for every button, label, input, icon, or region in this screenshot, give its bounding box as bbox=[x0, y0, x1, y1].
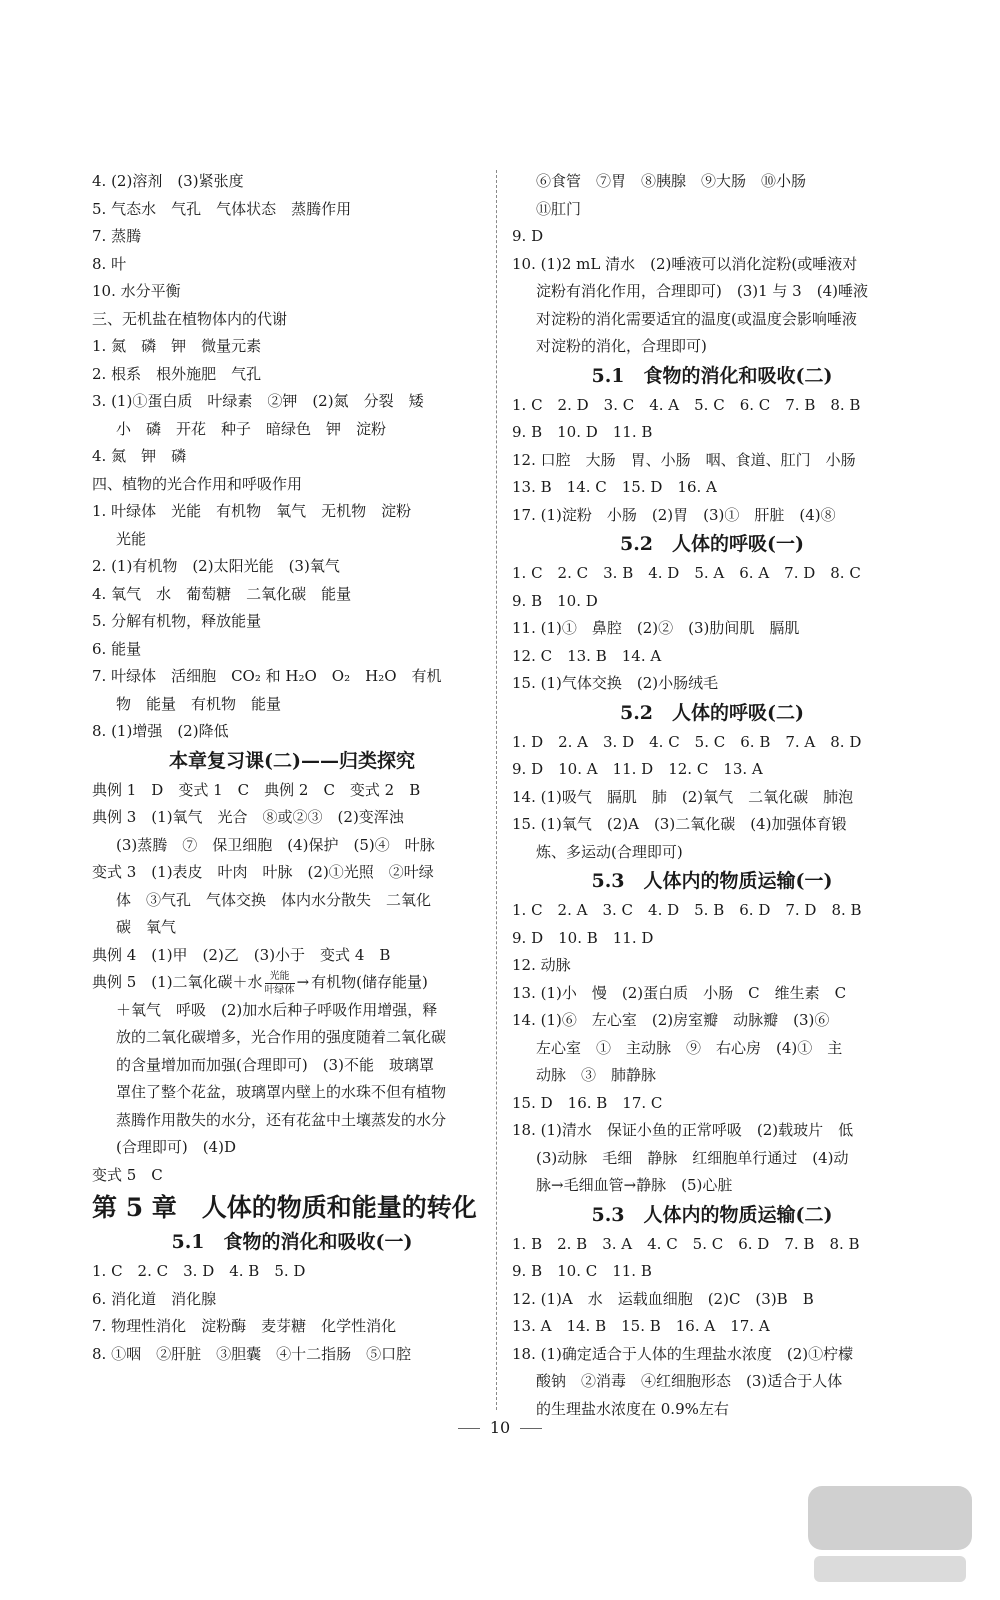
reaction-arrow bbox=[265, 971, 295, 996]
answer-line: 17. (1)淀粉 小肠 (2)胃 (3)① 肝脏 (4)⑧ bbox=[512, 505, 836, 524]
answer-line: 1. C 2. A 3. C 4. D 5. B 6. D 7. D 8. B bbox=[512, 901, 862, 919]
answer-line: 三、无机盐在植物体内的代谢 bbox=[92, 309, 288, 328]
answer-line: 罩住了整个花盆，玻璃罩内壁上的水珠不但有植物 bbox=[116, 1083, 447, 1101]
answer-line: 15. (1)氧气 (2)A (3)二氧化碳 (4)加强体育锻 bbox=[512, 815, 847, 833]
answer-line: 光能 bbox=[116, 529, 147, 548]
answer-line: 体 ③气孔 气体交换 体内水分散失 二氧化 bbox=[116, 890, 432, 909]
section-heading: 5.2 人体的呼吸(二) bbox=[619, 701, 805, 724]
answer-line: 7. 物理性消化 淀粉酶 麦芽糖 化学性消化 bbox=[92, 1317, 397, 1335]
answer-line: ⑪肛门 bbox=[536, 199, 582, 218]
answer-line: 蒸腾作用散失的水分，还有花盆中土壤蒸发的水分 bbox=[116, 1110, 447, 1129]
answer-line: 14. (1)吸气 膈肌 肺 (2)氧气 二氧化碳 肺泡 bbox=[512, 787, 854, 806]
answer-line: 9. B 10. D bbox=[512, 591, 598, 610]
answer-line: 12. C 13. B 14. A bbox=[512, 646, 662, 665]
answer-line: 四、植物的光合作用和呼吸作用 bbox=[92, 474, 303, 493]
answer-line: 的含量增加而加强(合理即可) (3)不能 玻璃罩 bbox=[116, 1055, 434, 1074]
watermark-logo bbox=[800, 1480, 980, 1590]
answer-line: 1. D 2. A 3. D 4. C 5. C 6. B 7. A 8. D bbox=[512, 732, 862, 751]
answer-line: 5. 分解有机物，释放能量 bbox=[92, 612, 262, 630]
answer-line: 典例 1 D 变式 1 C 典例 2 C 变式 2 B bbox=[92, 780, 421, 799]
answer-line: 小 磷 开花 种子 暗绿色 钾 淀粉 bbox=[116, 419, 387, 438]
answer-line: 11. (1)① 鼻腔 (2)② (3)肋间肌 膈肌 bbox=[512, 619, 800, 637]
answer-line: 4. 氮 钾 磷 bbox=[92, 447, 187, 465]
answer-line: ＋氧气 呼吸 (2)加水后种子呼吸作用增强，释 bbox=[116, 1000, 438, 1019]
answer-line: 10. 水分平衡 bbox=[92, 282, 181, 300]
answer-line: 7. 叶绿体 活细胞 CO₂ 和 H₂O O₂ H₂O 有机 bbox=[92, 667, 442, 685]
answer-line: (3)蒸腾 ⑦ 保卫细胞 (4)保护 (5)④ 叶脉 bbox=[116, 835, 435, 854]
answer-line: 13. A 14. B 15. B 16. A 17. A bbox=[512, 1317, 770, 1335]
left-column bbox=[92, 168, 492, 1368]
answer-line: 8. (1)增强 (2)降低 bbox=[92, 722, 229, 740]
chapter-heading: 第 5 章 人体的物质和能量的转化 bbox=[92, 1193, 477, 1222]
right-column bbox=[512, 168, 912, 1423]
section-heading: 5.2 人体的呼吸(一) bbox=[619, 533, 805, 555]
answer-line: 动脉 ③ 肺静脉 bbox=[536, 1066, 657, 1084]
answer-line: 典例 4 (1)甲 (2)乙 (3)小于 变式 4 B bbox=[92, 945, 391, 964]
section-heading: 5.1 食物的消化和吸收(二) bbox=[591, 364, 833, 387]
answer-line: 6. 能量 bbox=[92, 639, 142, 658]
answer-line: 5. 气态水 气孔 气体状态 蒸腾作用 bbox=[92, 199, 352, 218]
answer-line: 放的二氧化碳增多，光合作用的强度随着二氧化碳 bbox=[116, 1028, 447, 1046]
equation-left: 典例 5 (1)二氧化碳＋水 bbox=[92, 973, 263, 991]
answer-line: 1. B 2. B 3. A 4. C 5. C 6. D 7. B 8. B bbox=[512, 1234, 860, 1253]
arrow-condition-bottom: 叶绿体 bbox=[264, 984, 295, 996]
answer-line: (3)动脉 毛细 静脉 红细胞单行通过 (4)动 bbox=[536, 1148, 849, 1167]
answer-line: 3. (1)①蛋白质 叶绿素 ②钾 (2)氮 分裂 矮 bbox=[92, 392, 424, 410]
answer-line: 7. 蒸腾 bbox=[92, 227, 142, 245]
arrow-condition-top: 光能 bbox=[265, 971, 295, 984]
answer-line: 18. (1)清水 保证小鱼的正常呼吸 (2)载玻片 低 bbox=[512, 1121, 854, 1139]
arrow-icon: → bbox=[296, 973, 310, 991]
answer-line: 的生理盐水浓度在 0.9%左右 bbox=[536, 1399, 729, 1418]
answer-line: 8. 叶 bbox=[92, 254, 127, 273]
answer-line: 15. D 16. B 17. C bbox=[512, 1093, 663, 1112]
answer-line: 对淀粉的消化，合理即可) bbox=[536, 337, 707, 355]
answer-line: 9. D 10. A 11. D 12. C 13. A bbox=[512, 760, 763, 778]
answer-line: 碳 氧气 bbox=[116, 918, 177, 936]
answer-line: 1. C 2. C 3. B 4. D 5. A 6. A 7. D 8. C bbox=[512, 564, 861, 582]
answer-line: 1. C 2. C 3. D 4. B 5. D bbox=[92, 1262, 306, 1280]
section-heading: 本章复习课(二)——归类探究 bbox=[169, 749, 415, 772]
answer-line: 左心室 ① 主动脉 ⑨ 右心房 (4)① 主 bbox=[536, 1038, 843, 1057]
answer-line: 10. (1)2 mL 清水 (2)唾液可以消化淀粉(或唾液对 bbox=[512, 254, 858, 273]
equation-line bbox=[92, 969, 492, 997]
section-heading: 5.3 人体内的物质运输(二) bbox=[591, 1203, 833, 1226]
answer-line: 6. 消化道 消化腺 bbox=[92, 1289, 217, 1308]
answer-line: 12. 动脉 bbox=[512, 956, 571, 974]
page-number: 10 bbox=[0, 1418, 1000, 1437]
answer-line: (合理即可) (4)D bbox=[116, 1138, 236, 1156]
answer-line: 13. B 14. C 15. D 16. A bbox=[512, 478, 717, 496]
answer-line: 12. (1)A 水 运载血细胞 (2)C (3)B B bbox=[512, 1289, 814, 1308]
answer-line: 18. (1)确定适合于人体的生理盐水浓度 (2)①柠檬 bbox=[512, 1344, 854, 1363]
section-heading: 5.1 食物的消化和吸收(一) bbox=[171, 1231, 413, 1253]
answer-line: 9. D bbox=[512, 227, 544, 245]
answer-line: 物 能量 有机物 能量 bbox=[116, 694, 282, 713]
answer-line: 8. ①咽 ②肝脏 ③胆囊 ④十二指肠 ⑤口腔 bbox=[92, 1344, 412, 1363]
answer-line: 淀粉有消化作用，合理即可) (3)1 与 3 (4)唾液 bbox=[536, 282, 868, 300]
column-divider bbox=[496, 170, 497, 1410]
answer-line: 对淀粉的消化需要适宜的温度(或温度会影响唾液 bbox=[536, 309, 857, 328]
answer-line: 9. B 10. D 11. B bbox=[512, 423, 653, 441]
answer-line: 14. (1)⑥ 左心室 (2)房室瓣 动脉瓣 (3)⑥ bbox=[512, 1011, 830, 1029]
section-heading: 5.3 人体内的物质运输(一) bbox=[591, 870, 833, 892]
answer-line: 15. (1)气体交换 (2)小肠绒毛 bbox=[512, 674, 719, 692]
answer-line: 酸钠 ②消毒 ④红细胞形态 (3)适合于人体 bbox=[536, 1372, 843, 1390]
answer-line: 12. 口腔 大肠 胃、小肠 咽、食道、肛门 小肠 bbox=[512, 450, 856, 469]
answer-line: ⑥食管 ⑦胃 ⑧胰腺 ⑨大肠 ⑩小肠 bbox=[536, 172, 807, 190]
answer-line: 脉→毛细血管→静脉 (5)心脏 bbox=[536, 1176, 733, 1194]
answer-line: 1. 叶绿体 光能 有机物 氧气 无机物 淀粉 bbox=[92, 502, 412, 520]
answer-line: 9. D 10. B 11. D bbox=[512, 928, 654, 947]
answer-line: 1. 氮 磷 钾 微量元素 bbox=[92, 337, 262, 355]
answer-line: 4. (2)溶剂 (3)紧张度 bbox=[92, 172, 244, 190]
answer-line: 炼、多运动(合理即可) bbox=[536, 842, 683, 861]
answer-line: 典例 3 (1)氧气 光合 ⑧或②③ (2)变浑浊 bbox=[92, 808, 404, 826]
answer-line: 1. C 2. D 3. C 4. A 5. C 6. C 7. B 8. B bbox=[512, 395, 861, 414]
answer-line: 9. B 10. C 11. B bbox=[512, 1262, 652, 1280]
answer-line: 2. 根系 根外施肥 气孔 bbox=[92, 364, 262, 383]
equation-right: 有机物(储存能量) bbox=[311, 973, 428, 991]
answer-line: 2. (1)有机物 (2)太阳光能 (3)氧气 bbox=[92, 557, 340, 575]
answer-line: 变式 5 C bbox=[92, 1165, 163, 1184]
answer-line: 4. 氧气 水 葡萄糖 二氧化碳 能量 bbox=[92, 584, 352, 603]
answer-line: 变式 3 (1)表皮 叶肉 叶脉 (2)①光照 ②叶绿 bbox=[92, 863, 434, 881]
answer-line: 13. (1)小 慢 (2)蛋白质 小肠 C 维生素 C bbox=[512, 983, 847, 1002]
